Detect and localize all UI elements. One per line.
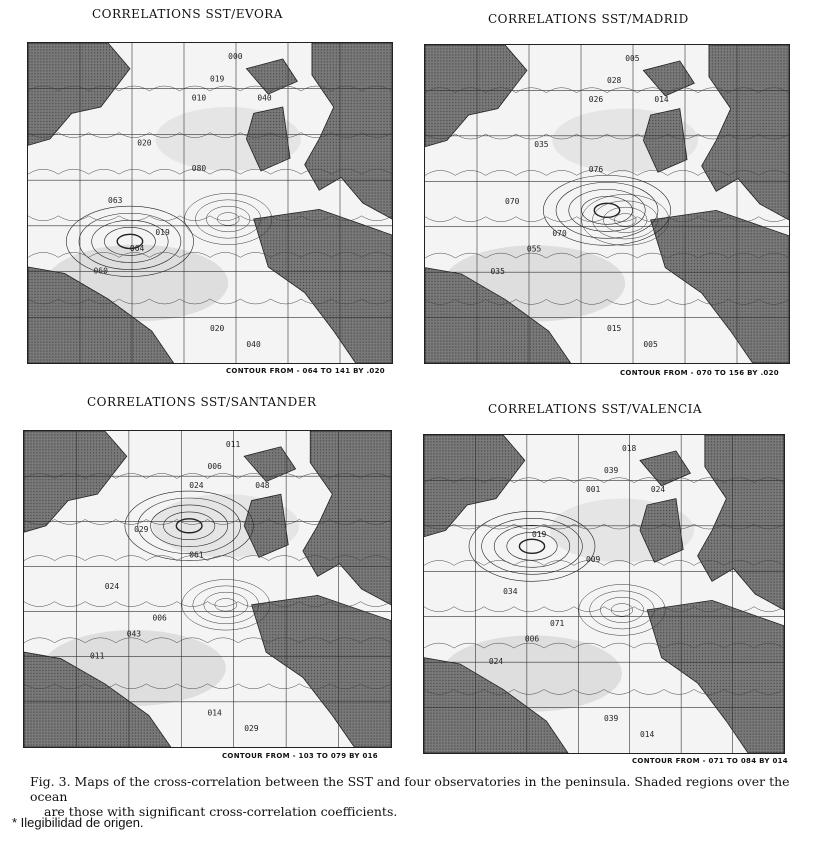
contour-label: 028 [607,76,622,86]
panel-title-evora: CORRELATIONS SST/EVORA [92,7,283,21]
illegibility-note: * Ilegibilidad de origen. [12,815,144,830]
contour-label: 024 [650,485,666,495]
contour-label: 039 [604,714,619,724]
contour-map-evora [28,43,392,363]
contour-label: 029 [134,525,149,535]
contour-map-santander [24,431,391,747]
caption-line-2: are those with significant cross-correlation coefficients. [44,804,398,819]
contour-range-valencia: CONTOUR FROM - 071 TO 084 BY 014 [632,757,788,765]
contour-label: 000 [228,52,243,61]
contour-label: 019 [532,529,547,539]
contour-label: 011 [90,651,105,661]
contour-label: 043 [126,629,142,639]
contour-label: 080 [191,164,207,173]
contour-label: 055 [526,244,542,254]
contour-label: 070 [505,197,520,206]
contour-range-santander: CONTOUR FROM - 103 TO 079 BY 016 [222,752,378,760]
panel-title-madrid: CORRELATIONS SST/MADRID [488,12,689,26]
map-santander [23,430,392,748]
contour-label: 024 [189,480,204,490]
contour-label: 024 [104,582,120,591]
contour-range-madrid: CONTOUR FROM - 070 TO 156 BY .020 [620,369,779,377]
panel-title-valencia: CORRELATIONS SST/VALENCIA [488,402,703,416]
contour-label: 019 [155,228,170,237]
contour-label: 048 [255,480,270,490]
map-evora [27,42,393,364]
contour-label: 060 [93,266,108,276]
map-valencia [423,434,785,754]
map-madrid [424,44,790,364]
contour-label: 039 [604,466,619,476]
contour-label: 035 [534,139,549,149]
contour-label: 024 [488,656,504,666]
contour-map-madrid [425,45,789,363]
contour-label: 026 [588,95,604,105]
contour-map-valencia [424,435,784,753]
figure-caption [30,774,815,819]
contour-label: 010 [191,93,207,103]
contour-label: 015 [607,324,622,334]
contour-label: 011 [225,439,241,449]
contour-label: 061 [189,550,204,560]
contour-label: 040 [246,340,261,349]
contour-label: 064 [129,244,145,253]
contour-label: 076 [588,165,604,175]
contour-label: 029 [244,724,259,734]
caption-line-1: Fig. 3. Maps of the cross-correlation between the SST and four observatories in the peninsula. Shaded regions over the ocean [30,774,790,804]
contour-label: 035 [490,266,505,276]
contour-label: 071 [550,618,565,628]
contour-label: 005 [643,340,658,350]
contour-label: 018 [622,443,637,453]
contour-label: 001 [586,485,601,495]
contour-label: 020 [137,138,152,148]
contour-label: 006 [207,461,222,471]
contour-label: 040 [257,93,272,103]
contour-label: 063 [108,196,123,205]
contour-label: 019 [209,74,225,84]
contour-label: 009 [586,555,601,565]
contour-label: 006 [524,634,540,644]
contour-label: 006 [152,613,167,623]
contour-label: 020 [209,324,225,333]
contour-label: 070 [552,228,567,238]
contour-label: 014 [640,730,655,740]
contour-label: 005 [625,53,640,63]
contour-label: 034 [503,587,518,596]
contour-range-evora: CONTOUR FROM - 064 TO 141 BY .020 [226,367,385,375]
contour-label: 014 [654,95,669,105]
panel-title-santander: CORRELATIONS SST/SANTANDER [87,395,317,409]
contour-label: 014 [207,708,222,718]
